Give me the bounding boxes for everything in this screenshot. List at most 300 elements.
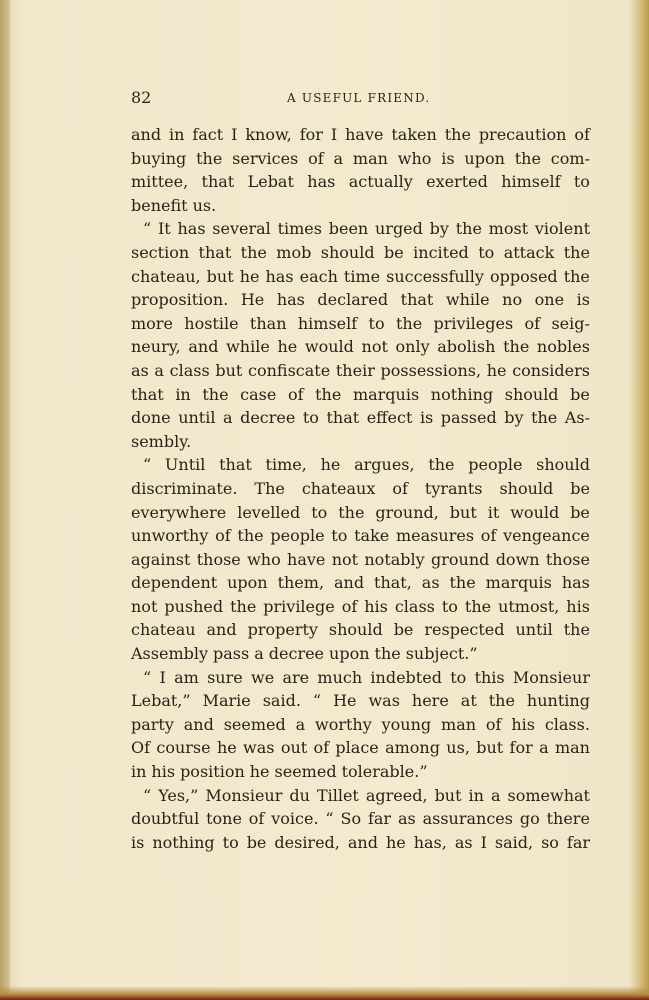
word: nobles <box>536 337 590 357</box>
text-line <box>131 501 590 525</box>
word: he <box>486 360 507 380</box>
word: was <box>243 738 275 758</box>
text-line <box>131 666 590 690</box>
word: been <box>328 219 369 239</box>
word: incited <box>413 242 469 262</box>
word: until <box>515 620 553 640</box>
word: vengeance <box>503 526 590 546</box>
text-line <box>131 170 590 194</box>
word: be <box>384 242 404 262</box>
text-line <box>131 312 590 336</box>
word: it <box>487 502 500 522</box>
word: hunting <box>526 691 590 711</box>
word: to <box>573 172 590 192</box>
word: take <box>354 526 390 546</box>
word: considers <box>512 360 590 380</box>
word: us, <box>446 738 470 758</box>
word: of <box>287 384 304 404</box>
word: each <box>299 266 338 286</box>
text-line <box>131 736 590 760</box>
word: out <box>280 738 308 758</box>
word: those <box>196 549 241 569</box>
text-line <box>131 760 590 784</box>
word: Until <box>164 455 206 475</box>
word: utmost, <box>498 596 560 616</box>
word: upon <box>227 573 268 593</box>
word: chateau <box>131 620 196 640</box>
word: that <box>400 290 434 310</box>
word: who <box>397 148 432 168</box>
word: measures <box>396 526 475 546</box>
word: effect <box>366 408 413 428</box>
word: times <box>277 219 322 239</box>
word: not <box>361 337 388 357</box>
word: chateaux <box>301 478 376 498</box>
word: said, <box>494 832 534 852</box>
word: has <box>177 219 206 239</box>
word: seig- <box>551 313 590 333</box>
word: by <box>429 219 449 239</box>
word: urged <box>374 219 423 239</box>
word: violent <box>534 219 590 239</box>
word: upon <box>464 148 505 168</box>
word: fact <box>192 125 224 144</box>
word: that <box>326 408 360 428</box>
word: his <box>566 596 590 616</box>
word: assurances <box>422 809 513 829</box>
word: mittee, <box>131 172 189 192</box>
word: he <box>277 337 298 357</box>
word: as <box>421 573 440 593</box>
word: should <box>504 384 559 404</box>
word: of <box>248 809 265 829</box>
word: taken <box>391 125 437 144</box>
word: voice. <box>271 809 319 829</box>
word: of <box>485 714 502 734</box>
word: class <box>394 596 435 616</box>
word: and <box>131 125 162 144</box>
word: know, <box>245 125 292 144</box>
word: has <box>561 573 590 593</box>
word: has <box>307 172 336 192</box>
text-line <box>131 335 590 359</box>
word: sembly. <box>131 431 192 451</box>
word: time <box>343 266 381 286</box>
word: we <box>251 667 275 687</box>
text-line <box>131 147 590 171</box>
text-line <box>131 123 590 147</box>
word: ground, <box>375 502 439 522</box>
word: no <box>502 290 523 310</box>
text-line <box>131 713 590 737</box>
word: but <box>215 360 243 380</box>
word: Lebat <box>247 172 294 192</box>
word: the <box>563 620 590 640</box>
word: than <box>249 313 287 333</box>
word: most <box>488 219 529 239</box>
word: until <box>178 408 216 428</box>
word: the <box>464 596 492 616</box>
word: the <box>444 125 471 144</box>
word: he <box>320 455 341 475</box>
word: “ <box>325 809 334 829</box>
word: is <box>131 832 145 852</box>
word: and <box>333 573 365 593</box>
word: a <box>154 360 164 380</box>
word: marquis <box>352 384 420 404</box>
word: seemed <box>274 762 337 782</box>
word: that, <box>374 573 412 593</box>
word: he <box>216 738 237 758</box>
word: neury, <box>131 337 181 357</box>
word: the <box>395 313 423 333</box>
word: us. <box>192 195 217 215</box>
word: Tillet <box>316 785 359 805</box>
word: is <box>419 408 434 428</box>
word: have <box>345 125 384 144</box>
running-head: A USEFUL FRIEND. <box>287 91 431 105</box>
word: the <box>531 408 558 428</box>
word: far <box>566 832 590 852</box>
word: place <box>335 738 379 758</box>
word: them, <box>277 573 325 593</box>
word: time, <box>265 455 307 475</box>
word: for <box>509 738 533 758</box>
word: and <box>206 620 237 640</box>
word: Assembly <box>131 644 209 664</box>
word: of <box>392 478 408 498</box>
word: nothing <box>152 832 215 852</box>
word: be <box>570 384 590 404</box>
word: far <box>367 809 392 829</box>
word: but <box>434 785 462 805</box>
word: I <box>231 125 238 144</box>
word: to <box>331 526 348 546</box>
word: the <box>196 148 223 168</box>
word: of <box>308 148 324 168</box>
word: that <box>198 242 232 262</box>
page-bottom-edge <box>0 986 649 1000</box>
text-line <box>131 453 590 477</box>
word: du <box>289 785 310 805</box>
word: much <box>317 667 363 687</box>
word: argues, <box>354 455 415 475</box>
text-line <box>131 241 590 265</box>
word: the <box>230 596 257 616</box>
text-line <box>131 689 590 713</box>
word: while <box>445 290 490 310</box>
word: one <box>534 290 565 310</box>
word: to <box>368 313 385 333</box>
word: Monsieur <box>512 667 590 687</box>
word: “ <box>143 785 152 805</box>
word: be <box>393 620 414 640</box>
word: subject.” <box>405 644 478 664</box>
page-gutter <box>0 0 10 1000</box>
word: there <box>546 809 590 829</box>
word: that <box>131 384 164 404</box>
word: the <box>455 219 482 239</box>
word: section <box>131 242 190 262</box>
word: to <box>302 408 319 428</box>
word: should <box>536 455 590 475</box>
word: in <box>468 785 484 805</box>
word: against <box>131 549 191 569</box>
word: marquis <box>485 573 552 593</box>
word: confiscate <box>248 360 331 380</box>
word: people <box>270 526 325 546</box>
word: but <box>206 266 234 286</box>
word: notably <box>364 549 425 569</box>
word: privilege <box>263 596 335 616</box>
word: not <box>331 549 359 569</box>
text-line <box>131 524 590 548</box>
word: down <box>495 549 540 569</box>
word: and <box>188 337 219 357</box>
text-line <box>131 807 590 831</box>
word: a <box>333 148 344 168</box>
word: discriminate. <box>131 478 238 498</box>
word: actually <box>348 172 413 192</box>
word: as <box>454 832 473 852</box>
word: here <box>411 691 449 711</box>
word: but <box>449 502 477 522</box>
word: I <box>480 832 487 852</box>
word: com- <box>550 148 590 168</box>
word: precaution <box>478 125 567 144</box>
text-line <box>131 194 590 218</box>
word: for <box>299 125 323 144</box>
text-line <box>131 548 590 572</box>
word: declared <box>317 290 389 310</box>
word: a <box>539 738 549 758</box>
word: and <box>347 832 378 852</box>
word: “ <box>143 455 152 475</box>
word: am <box>174 667 199 687</box>
text-line <box>131 642 590 666</box>
word: would <box>304 337 354 357</box>
word: has <box>276 290 305 310</box>
word: everywhere <box>131 502 227 522</box>
word: respected <box>424 620 505 640</box>
word: to <box>478 242 495 262</box>
word: the <box>563 266 590 286</box>
word: So <box>340 809 362 829</box>
word: tone <box>206 809 242 829</box>
word: a <box>490 785 501 805</box>
text-line <box>131 217 590 241</box>
word: class. <box>544 714 590 734</box>
word: Marie <box>202 691 251 711</box>
word: party <box>131 714 174 734</box>
word: at <box>460 691 477 711</box>
word: of <box>313 738 330 758</box>
word: has <box>265 266 294 286</box>
word: abolish <box>437 337 496 357</box>
word: of <box>524 313 541 333</box>
word: Lebat,” <box>131 691 191 711</box>
word: are <box>282 667 310 687</box>
word: people <box>468 455 523 475</box>
word: Monsieur <box>205 785 283 805</box>
word: those <box>545 549 590 569</box>
word: he <box>239 266 260 286</box>
word: man <box>554 738 590 758</box>
text-line <box>131 265 590 289</box>
word: be <box>570 502 590 522</box>
word: Of <box>131 738 151 758</box>
word: exerted <box>426 172 488 192</box>
word: decree <box>268 644 325 664</box>
word: benefit <box>131 195 188 215</box>
word: should <box>499 478 554 498</box>
word: of <box>341 596 358 616</box>
word: so <box>541 832 559 852</box>
word: of <box>480 526 497 546</box>
word: his <box>511 714 535 734</box>
word: and <box>183 714 214 734</box>
word: nothing <box>430 384 494 404</box>
word: the <box>374 644 401 664</box>
word: that <box>201 172 235 192</box>
word: has, <box>413 832 447 852</box>
word: more <box>131 313 173 333</box>
text-line <box>131 383 590 407</box>
word: to <box>311 502 328 522</box>
word: that <box>219 455 252 475</box>
word: have <box>287 549 326 569</box>
word: the <box>315 384 342 404</box>
word: man <box>352 148 388 168</box>
word: case <box>240 384 277 404</box>
word: decree <box>240 408 296 428</box>
word: “ <box>143 667 152 687</box>
word: chateau, <box>131 266 201 286</box>
word: is <box>576 290 590 310</box>
word: was <box>368 691 400 711</box>
word: be <box>570 478 590 498</box>
word: indebted <box>370 667 442 687</box>
word: is <box>441 148 455 168</box>
word: the <box>428 455 455 475</box>
word: of <box>574 125 590 144</box>
word: ground <box>431 549 490 569</box>
word: I <box>159 667 166 687</box>
word: seemed <box>223 714 286 734</box>
word: dependent <box>131 573 218 593</box>
word: his <box>364 596 388 616</box>
word: be <box>246 832 267 852</box>
word: the <box>488 691 515 711</box>
page-header <box>131 88 590 110</box>
word: levelled <box>237 502 301 522</box>
word: opposed <box>489 266 558 286</box>
word: the <box>514 148 541 168</box>
text-line <box>131 784 590 808</box>
word: the <box>563 242 590 262</box>
word: while <box>226 337 270 357</box>
word: man <box>441 714 477 734</box>
word: himself <box>501 172 561 192</box>
word: tolerable.” <box>341 762 428 782</box>
word: he <box>385 832 406 852</box>
word: several <box>212 219 271 239</box>
word: the <box>338 502 365 522</box>
word: passed <box>440 408 497 428</box>
word: by <box>504 408 524 428</box>
text-line <box>131 430 590 454</box>
word: in <box>175 384 191 404</box>
word: the <box>237 526 264 546</box>
word: I <box>330 125 338 144</box>
word: a <box>223 408 233 428</box>
word: agreed, <box>365 785 428 805</box>
word: the <box>503 337 530 357</box>
word: to <box>450 667 467 687</box>
word: tyrants <box>424 478 483 498</box>
word: a <box>254 644 264 664</box>
text-line <box>131 359 590 383</box>
word: to <box>441 596 458 616</box>
word: property <box>247 620 318 640</box>
word: services <box>232 148 299 168</box>
word: only <box>395 337 430 357</box>
word: unworthy <box>131 526 209 546</box>
word: privileges <box>433 313 514 333</box>
word: buying <box>131 148 187 168</box>
word: should <box>328 620 383 640</box>
text-line <box>131 595 590 619</box>
word: said. <box>262 691 301 711</box>
word: As- <box>564 408 590 428</box>
word: class <box>169 360 210 380</box>
word: the <box>202 384 229 404</box>
word: of <box>215 526 231 546</box>
word: young <box>381 714 432 734</box>
word: He <box>240 290 265 310</box>
word: himself <box>297 313 358 333</box>
page-number: 82 <box>131 88 152 107</box>
word: should <box>320 242 375 262</box>
word: doubtful <box>131 809 200 829</box>
word: worthy <box>315 714 372 734</box>
word: as <box>397 809 416 829</box>
body-text <box>131 123 590 854</box>
text-line <box>131 831 590 855</box>
word: “ <box>143 219 152 239</box>
word: a <box>295 714 306 734</box>
word: among <box>385 738 440 758</box>
text-line <box>131 618 590 642</box>
word: successfully <box>386 266 484 286</box>
word: to <box>222 832 239 852</box>
word: somewhat <box>507 785 590 805</box>
word: proposition. <box>131 290 229 310</box>
word: the <box>240 242 267 262</box>
word: in <box>131 762 147 782</box>
word: upon <box>329 644 370 664</box>
word: go <box>519 809 540 829</box>
word: course <box>156 738 211 758</box>
word: done <box>131 408 171 428</box>
word: in <box>169 125 185 144</box>
word: would <box>510 502 560 522</box>
word: pass <box>213 644 250 664</box>
word: his <box>151 762 176 782</box>
word: the <box>449 573 476 593</box>
word: hostile <box>184 313 239 333</box>
word: desired, <box>274 832 340 852</box>
